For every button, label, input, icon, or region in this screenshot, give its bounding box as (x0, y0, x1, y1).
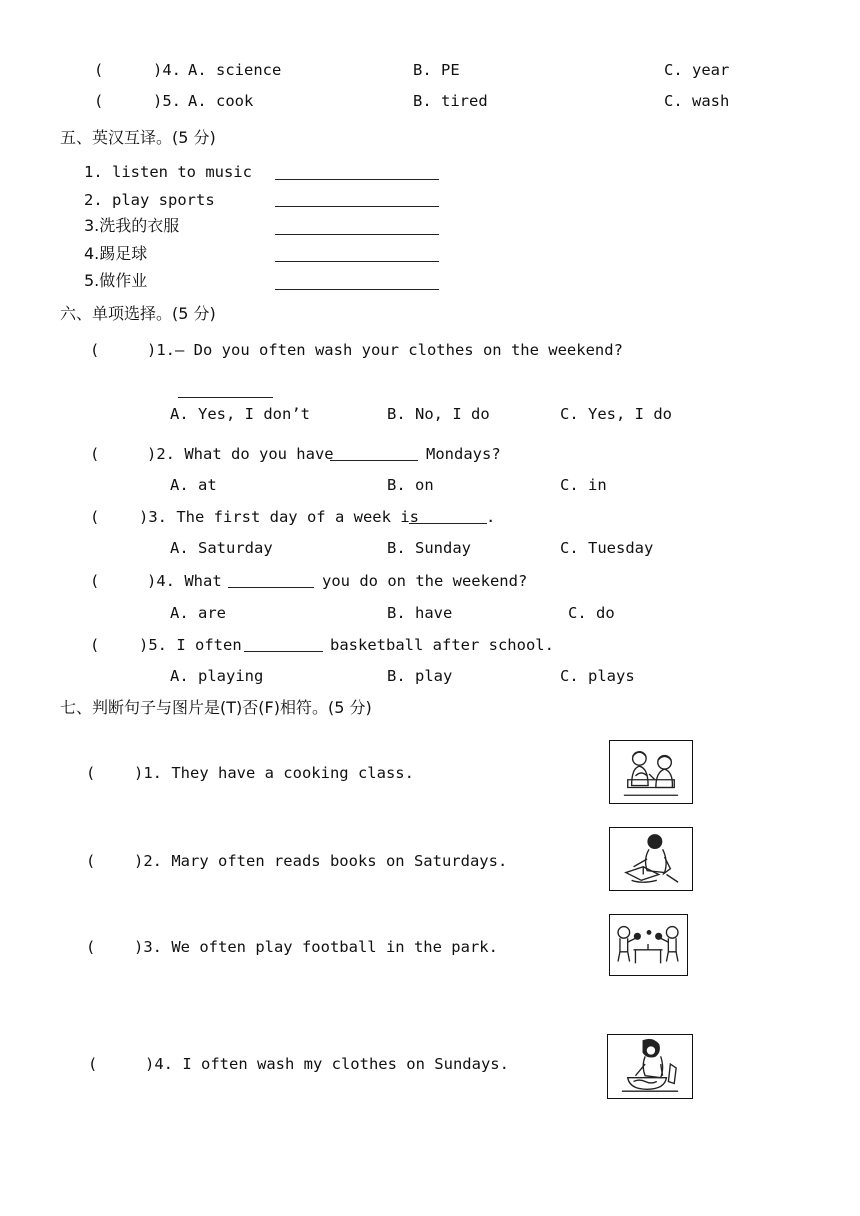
cooking-class-picture (609, 740, 693, 804)
translate-item: 2. play sports (84, 191, 215, 209)
option-c: C. plays (560, 667, 635, 685)
option-b: B. have (387, 604, 453, 622)
option-b: B. on (387, 476, 434, 494)
question-stem: )5. I often (139, 636, 242, 654)
statement-text: )3. We often play football in the park. (134, 938, 498, 956)
table-tennis-picture (609, 914, 688, 976)
answer-blank[interactable] (178, 397, 273, 398)
option-b: B. play (387, 667, 453, 685)
answer-blank[interactable] (228, 587, 314, 588)
option-a: A. Yes, I don’t (170, 405, 310, 423)
question-stem-end: Mondays? (426, 445, 501, 463)
answer-blank[interactable] (244, 651, 323, 652)
question-stem-end: you do on the weekend? (322, 572, 528, 590)
paren-open: ( (90, 636, 100, 654)
paren-open: ( (94, 61, 104, 79)
answer-blank[interactable] (275, 234, 439, 235)
paren-open: ( (90, 341, 100, 359)
paren-open: ( (90, 445, 100, 463)
option-b: B. PE (413, 61, 460, 79)
option-c: C. Yes, I do (560, 405, 672, 423)
option-b: B. Sunday (387, 539, 471, 557)
question-stem-end: basketball after school. (330, 636, 554, 654)
question-stem: )2. What do you have (147, 445, 334, 463)
person-washing-clothes-icon (608, 1035, 692, 1098)
question-stem: )1.— Do you often wash your clothes on the weekend? (147, 341, 623, 359)
translate-item: 4.踢足球 (84, 244, 148, 263)
paren-open: ( (88, 1055, 98, 1073)
translate-item: 5.做作业 (84, 271, 148, 290)
statement-text: )4. I often wash my clothes on Sundays. (145, 1055, 509, 1073)
paren-open: ( (86, 764, 96, 782)
question-stem: )4. What (147, 572, 222, 590)
question-number: )5. (153, 92, 181, 110)
option-c: C. do (568, 604, 615, 622)
option-a: A. science (188, 61, 282, 79)
translate-item: 3.洗我的衣服 (84, 216, 180, 235)
section-title: 六、单项选择。(5 分) (60, 304, 216, 323)
answer-blank[interactable] (330, 460, 418, 461)
option-b: B. No, I do (387, 405, 490, 423)
children-cooking-icon (610, 741, 692, 803)
answer-blank[interactable] (409, 523, 487, 524)
option-c: C. Tuesday (560, 539, 654, 557)
option-a: A. cook (188, 92, 254, 110)
option-a: A. are (170, 604, 226, 622)
answer-blank[interactable] (275, 206, 439, 207)
translate-item: 1. listen to music (84, 163, 252, 181)
option-a: A. playing (170, 667, 264, 685)
section-title: 七、判断句子与图片是(T)否(F)相符。(5 分) (60, 698, 372, 717)
reading-picture (609, 827, 693, 891)
paren-open: ( (86, 938, 96, 956)
paren-open: ( (90, 572, 100, 590)
person-reading-icon (610, 828, 692, 890)
answer-blank[interactable] (275, 261, 439, 262)
question-stem-end: . (486, 508, 496, 526)
children-playing-ping-pong-icon (610, 915, 687, 975)
paren-open: ( (86, 852, 96, 870)
option-c: C. in (560, 476, 607, 494)
statement-text: )2. Mary often reads books on Saturdays. (134, 852, 508, 870)
washing-clothes-picture (607, 1034, 693, 1099)
question-number: )4. (153, 61, 181, 79)
statement-text: )1. They have a cooking class. (134, 764, 414, 782)
paren-open: ( (94, 92, 104, 110)
option-a: A. at (170, 476, 217, 494)
option-b: B. tired (413, 92, 488, 110)
option-c: C. year (664, 61, 730, 79)
option-a: A. Saturday (170, 539, 273, 557)
option-c: C. wash (664, 92, 730, 110)
answer-blank[interactable] (275, 179, 439, 180)
section-title: 五、英汉互译。(5 分) (60, 128, 216, 147)
paren-open: ( (90, 508, 100, 526)
answer-blank[interactable] (275, 289, 439, 290)
question-stem: )3. The first day of a week is (139, 508, 419, 526)
